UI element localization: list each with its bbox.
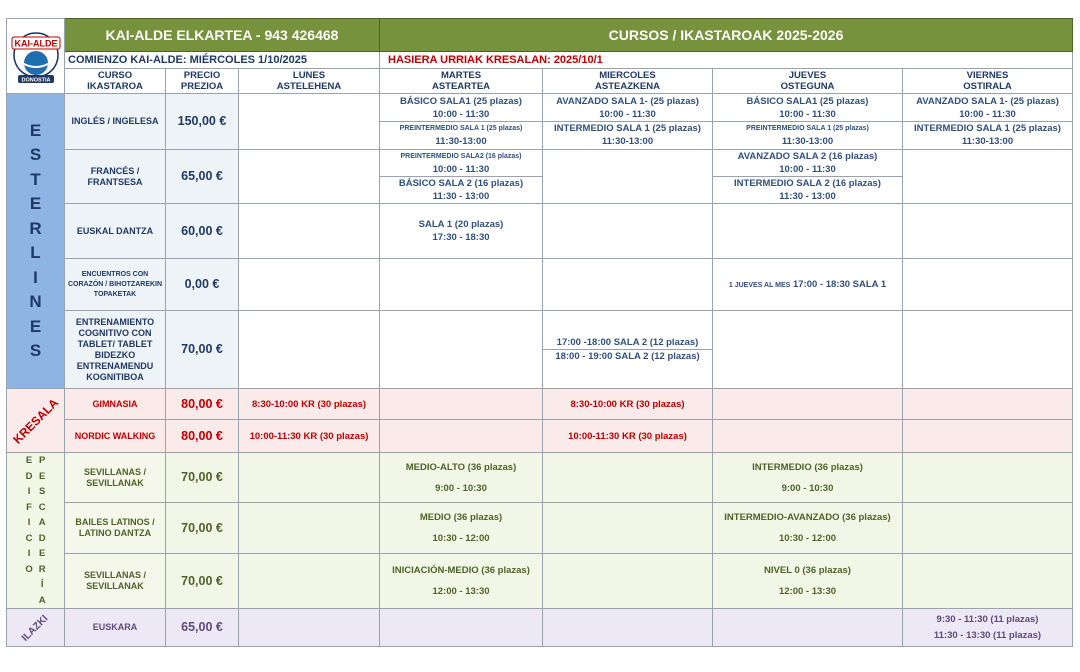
cell-ingles-lunes: [239, 94, 380, 150]
logo: [7, 19, 65, 94]
cell-euskal-martes: SALA 1 (20 plazas) 17:30 - 18:30: [380, 204, 543, 259]
col-header-lunes: LUNES ASTELEHENA: [239, 69, 380, 94]
course-euskara: EUSKARA: [65, 609, 166, 647]
course-ingles: INGLÉS / INGELESA: [65, 94, 166, 150]
cell-frances-lunes: [239, 150, 380, 204]
cell-bailes-miercoles: [543, 503, 713, 554]
col-header-miercoles: MIERCOLES ASTEAZKENA: [543, 69, 713, 94]
cell-bailes-lunes: [239, 503, 380, 554]
course-encuentros: ENCUENTROS CON CORAZÓN / BIHOTZAREKIN TOPAKETAK: [65, 259, 166, 311]
col-header-viernes: VIERNES OSTIRALA: [903, 69, 1073, 94]
price-bailes-latinos: 70,00 €: [166, 503, 239, 554]
course-sevillanas-1: SEVILLANAS / SEVILLANAK: [65, 453, 166, 503]
cell-sevillanas1-martes: MEDIO-ALTO (36 plazas) 9:00 - 10:30: [380, 453, 543, 503]
col-header-martes: MARTES ASTEARTEA: [380, 69, 543, 94]
cell-ingles-jueves: BÁSICO SALA1 (25 plazas) 10:00 - 11:30 PREINTERMEDIO SALA 1 (25 plazas) 11:30-13:00: [713, 94, 903, 150]
cell-bailes-jueves: INTERMEDIO-AVANZADO (36 plazas) 10:30 - 12:00: [713, 503, 903, 554]
cell-sevillanas1-lunes: [239, 453, 380, 503]
comienzo-text: COMIENZO KAI-ALDE: MIÉRCOLES 1/10/2025: [65, 52, 380, 69]
cell-nordic-miercoles: 10:00-11:30 KR (30 plazas): [543, 420, 713, 453]
col-header-jueves: JUEVES OSTEGUNA: [713, 69, 903, 94]
cell-encuentros-miercoles: [543, 259, 713, 311]
kai-alde-logo-icon: [8, 19, 64, 89]
cell-nordic-lunes: 10:00-11:30 KR (30 plazas): [239, 420, 380, 453]
cell-gimnasia-viernes: [903, 389, 1073, 420]
cell-ingles-miercoles: AVANZADO SALA 1- (25 plazas) 10:00 - 11:30 INTERMEDIO SALA 1 (25 plazas) 11:30-13:00: [543, 94, 713, 150]
cell-euskara-lunes: [239, 609, 380, 647]
cell-entrenamiento-miercoles: 17:00 -18:00 SALA 2 (12 plazas) 18:00 - 19:00 SALA 2 (12 plazas): [543, 311, 713, 389]
cell-encuentros-jueves: 1 JUEVES AL MES 17:00 - 18:30 SALA 1: [713, 259, 903, 311]
cell-gimnasia-jueves: [713, 389, 903, 420]
cell-frances-martes: PREINTERMEDIO SALA2 (16 plazas) 10:00 - 11:30 BÁSICO SALA 2 (16 plazas) 11:30 - 13:00: [380, 150, 543, 204]
cell-encuentros-martes: [380, 259, 543, 311]
cell-gimnasia-martes: [380, 389, 543, 420]
cell-nordic-martes: [380, 420, 543, 453]
cell-euskal-miercoles: [543, 204, 713, 259]
cell-nordic-viernes: [903, 420, 1073, 453]
cell-sevillanas2-viernes: [903, 554, 1073, 609]
cell-ingles-viernes: AVANZADO SALA 1- (25 plazas) 10:00 - 11:30 INTERMEDIO SALA 1 (25 plazas) 11:30-13:00: [903, 94, 1073, 150]
col-header-curso: CURSO IKASTAROA: [65, 69, 166, 94]
price-ingles: 150,00 €: [166, 94, 239, 150]
logo-subtext: DONOSTIA: [20, 77, 51, 84]
course-frances: FRANCÉS / FRANTSESA: [65, 150, 166, 204]
price-euskara: 65,00 €: [166, 609, 239, 647]
course-entrenamiento: ENTRENAMIENTO COGNITIVO CON TABLET/ TABLET BIDEZKO ENTRENAMENDU KOGNITIBOA: [65, 311, 166, 389]
cell-sevillanas1-viernes: [903, 453, 1073, 503]
cell-sevillanas2-martes: INICIACIÓN-MEDIO (36 plazas) 12:00 - 13:30: [380, 554, 543, 609]
price-euskal-dantza: 60,00 €: [166, 204, 239, 259]
cell-entrenamiento-lunes: [239, 311, 380, 389]
course-sevillanas-2: SEVILLANAS / SEVILLANAK: [65, 554, 166, 609]
cell-sevillanas1-miercoles: [543, 453, 713, 503]
cell-frances-viernes: [903, 150, 1073, 204]
cell-sevillanas2-miercoles: [543, 554, 713, 609]
cell-euskara-miercoles: [543, 609, 713, 647]
price-nordic: 80,00 €: [166, 420, 239, 453]
col-header-precio: PRECIO PREZIOA: [166, 69, 239, 94]
course-nordic: NORDIC WALKING: [65, 420, 166, 453]
cell-frances-miercoles: [543, 150, 713, 204]
section-esterlines: E S T E R L I N E S: [7, 94, 65, 389]
course-bailes-latinos: BAILES LATINOS / LATINO DANTZA: [65, 503, 166, 554]
section-ilazki: ILAZKI: [7, 609, 65, 647]
price-frances: 65,00 €: [166, 150, 239, 204]
cell-entrenamiento-viernes: [903, 311, 1073, 389]
cell-bailes-viernes: [903, 503, 1073, 554]
cell-encuentros-viernes: [903, 259, 1073, 311]
cell-euskara-viernes: 9:30 - 11:30 (11 plazas) 11:30 - 13:30 (11 plazas): [903, 609, 1073, 647]
cell-euskal-lunes: [239, 204, 380, 259]
section-kresala: KRESALA: [7, 389, 65, 453]
cell-sevillanas1-jueves: INTERMEDIO (36 plazas) 9:00 - 10:30: [713, 453, 903, 503]
course-euskal-dantza: EUSKAL DANTZA: [65, 204, 166, 259]
cell-sevillanas2-jueves: NIVEL 0 (36 plazas) 12:00 - 13:30: [713, 554, 903, 609]
cell-euskara-martes: [380, 609, 543, 647]
schedule-sheet: [6, 18, 1072, 654]
cell-sevillanas2-lunes: [239, 554, 380, 609]
price-gimnasia: 80,00 €: [166, 389, 239, 420]
cell-euskara-jueves: [713, 609, 903, 647]
cell-nordic-jueves: [713, 420, 903, 453]
price-sevillanas-1: 70,00 €: [166, 453, 239, 503]
price-sevillanas-2: 70,00 €: [166, 554, 239, 609]
cell-ingles-martes: BÁSICO SALA1 (25 plazas) 10:00 - 11:30 PREINTERMEDIO SALA 1 (25 plazas) 11:30-13:00: [380, 94, 543, 150]
cell-frances-jueves: AVANZADO SALA 2 (16 plazas) 10:00 - 11:30 INTERMEDIO SALA 2 (16 plazas) 11:30 - 13:00: [713, 150, 903, 204]
cell-euskal-viernes: [903, 204, 1073, 259]
logo-text: KAI-ALDE: [14, 38, 57, 49]
cell-entrenamiento-martes: [380, 311, 543, 389]
left-title: KAI-ALDE ELKARTEA - 943 426468: [65, 19, 380, 52]
cell-gimnasia-lunes: 8:30-10:00 KR (30 plazas): [239, 389, 380, 420]
schedule-table: [6, 18, 1073, 647]
cell-encuentros-lunes: [239, 259, 380, 311]
cell-euskal-jueves: [713, 204, 903, 259]
section-edificio-pescaderia: E D I F I C I O P E S C A D E R Í A: [7, 453, 65, 609]
cell-entrenamiento-jueves: [713, 311, 903, 389]
hasiera-text: HASIERA URRIAK KRESALAN: 2025/10/1: [380, 52, 1073, 69]
course-gimnasia: GIMNASIA: [65, 389, 166, 420]
cell-gimnasia-miercoles: 8:30-10:00 KR (30 plazas): [543, 389, 713, 420]
right-title: CURSOS / IKASTAROAK 2025-2026: [380, 19, 1073, 52]
price-encuentros: 0,00 €: [166, 259, 239, 311]
price-entrenamiento: 70,00 €: [166, 311, 239, 389]
cell-bailes-martes: MEDIO (36 plazas) 10:30 - 12:00: [380, 503, 543, 554]
